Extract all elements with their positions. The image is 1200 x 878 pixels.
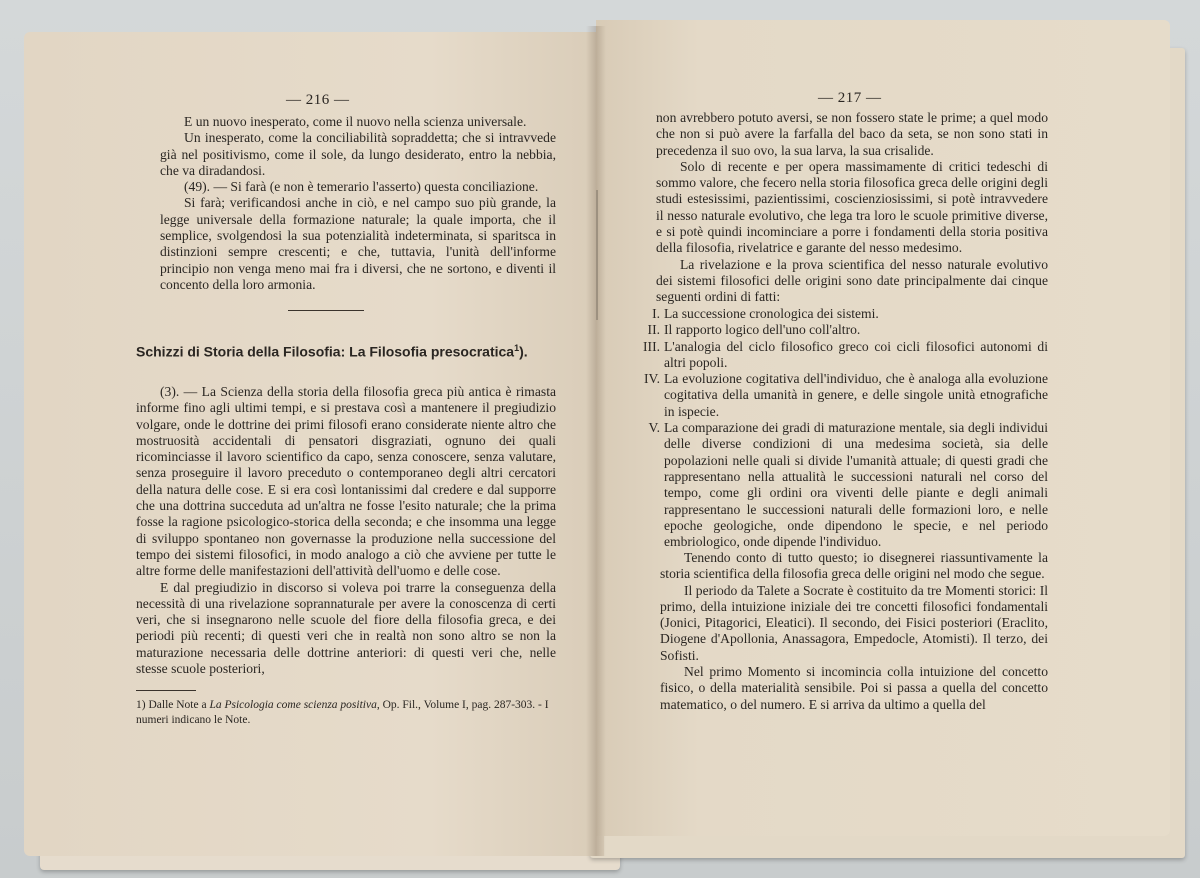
paragraph: Il periodo da Talete a Socrate è costituito da tre Momenti storici: Il primo, della intuizione iniziale dei tre concetti filosofici fondamentali (Jonici, Pitagorici, Eleatici). Il secondo, dei Fisici posteriori (Eraclito, Diogene d'Apollonia, Anassagora, Empedocle, Atomisti). Il terzo, dei Sofisti. <box>660 582 1048 663</box>
footnote-ref: 1 <box>514 343 520 353</box>
list-number: V. <box>648 420 660 436</box>
list-number: II. <box>647 322 660 338</box>
facts-list <box>640 306 1048 550</box>
paragraph: Un inesperato, come la conciliabilità sopraddetta; che si intravvede già nel positivismo, come il sole, da lungo desiderato, entro la nebbia, che va diradandosi. <box>160 130 556 178</box>
list-number: IV. <box>644 371 660 387</box>
section-heading-end: ). <box>519 343 528 360</box>
paragraph: E un nuovo inesperato, come il nuovo nella scienza universale. <box>184 114 527 129</box>
list-number: III. <box>643 338 660 354</box>
paragraph: non avrebbero potuto aversi, se non fossero state le prime; a quel modo che non si può avere la farfalla del baco da seta, se non sono stati in precedenza il suo ovo, la sua larva, la sua crisalide. <box>656 110 1048 158</box>
section-heading <box>136 340 576 360</box>
list-text: Il rapporto logico dell'uno coll'altro. <box>664 322 861 338</box>
right-page <box>596 20 1170 836</box>
section-divider <box>288 310 364 311</box>
book-gutter <box>586 26 606 856</box>
paragraph: Si farà; verificandosi anche in ciò, e nel campo suo più grande, la legge universale della formazione naturale; la quale importa, che il semplice, svolgendosi la sua potenzialità indeterminata, si sparitsca in distinzioni sempre crescenti; e che, tuttavia, l'unità dell'informe principio non venga meno mai fra i diversi, che ne sortono, e diventi il concento della loro armonia. <box>160 195 556 292</box>
footnote-text: Dalle Note a <box>148 699 207 711</box>
paragraph: (3). — La Scienza della storia della filosofia greca più antica è rimasta informe fino agli ultimi tempi, e si prestava così a mantenere il pregiudizio volgare, onde le dottrine dei primi filosofi erano considerate niente altro che mostruosità accidentali di pensatori disgraziati, ognuno dei quali ricominciasse il lavoro scientifico da capo, senza conoscere, senza valutare, senza proseguire il lavoro preceduto o contemporaneo degli altri cercatori della natura delle cose. E si era così lontanissimi dal credere e dal supporre che una dottrina succeduta ad un'altra ne fosse l'esito naturale; che la prima fosse la ragione psicologico-storica della seconda; e che insomma una legge di sviluppo spontaneo non governasse la produzione nella successione del tempo dei sistemi filosofici, in modo analogo a ciò che avviene per tutte le altre forme delle manifestazioni dell'attività dell'uomo e delle cose. <box>136 384 556 579</box>
left-intro-text <box>160 114 556 293</box>
paragraph: Nel primo Momento si incomincia colla intuizione del concetto fisico, o della materialità sensibile. Poi si passa a quella del concetto matematico, o del numero. E si arriva da ultimo a quella del <box>660 664 1048 712</box>
list-item <box>640 339 1048 372</box>
list-text: La evoluzione cogitativa dell'individuo, che è analoga alla evoluzione cogitativa della umanità in genere, e delle singole unità etnografiche in ispecie. <box>664 371 1048 419</box>
page-number-217: — 217 — <box>818 90 882 106</box>
right-top-text <box>656 110 1048 306</box>
binding-stitch <box>596 190 598 320</box>
footnote-title: La Psicologia come scienza positiva <box>209 699 377 711</box>
left-page <box>24 32 604 856</box>
right-bottom-text <box>660 550 1048 713</box>
list-number: I. <box>652 306 660 321</box>
paragraph: La rivelazione e la prova scientifica del nesso naturale evolutivo dei sistemi filosofici delle origini sono date principalmente dai cinque seguenti ordini di fatti: <box>656 256 1048 305</box>
list-text: La successione cronologica dei sistemi. <box>664 306 879 321</box>
list-text: La comparazione dei gradi di maturazione mentale, sia degli individui delle diverse condizioni di una medesima società, sia delle popolazioni nelle quali si divide l'umanità attuale; di questi gradi che rappresentano nella attualità le successioni naturali nel corso del tempo, come gli ordini ora viventi delle piante e degli animali rappresentano le successioni naturali delle formazioni loro, e nelle epoche geologiche, onde dipendono le specie, e nel periodo embriologico, onde dipende l'individuo. <box>664 420 1048 550</box>
footnote-divider <box>136 690 196 691</box>
paragraph: Solo di recente e per opera massimamente di critici tedeschi di sommo valore, che fecero nella storia filosofica greca delle origini degli studi estesissimi, pazientissimi, coscienziosissimi, si potè intravvedere il nesso naturale evolutivo, che lega tra loro le scuole primitive diverse, e si potè quindi incominciare a porre i fondamenti della storia positiva della filosofia, rivelatrice e garante del nesso medesimo. <box>656 158 1048 256</box>
section-heading-text: Schizzi di Storia della Filosofia: La Filosofia presocratica <box>136 343 515 360</box>
list-item <box>640 322 1048 338</box>
paragraph: E dal pregiudizio in discorso si voleva poi trarre la conseguenza della necessità di una rivelazione soprannaturale per avere la conoscenza di certi veri, che si insegnarono nelle scuole del fiore della filosofia greca, e dei periodi più recenti; di questi veri che in realtà non sono altro se non la maturazione necessaria delle dottrine anteriori: di questi veri che, nelle stesse scuole posteriori, <box>136 579 556 677</box>
paragraph: Tenendo conto di tutto questo; io disegnerei riassuntivamente la storia scientifica della filosofia greca delle origini nel modo che segue. <box>660 550 1048 582</box>
footnote-text: , Op. Fil., Volume I, pag. 287-303. - I numeri indicano le Note. <box>136 699 549 726</box>
section-body <box>136 384 556 677</box>
footnote-marker: 1) <box>136 699 146 711</box>
paragraph: (49). — Si farà (e non è temerario l'asserto) questa conciliazione. <box>184 179 539 195</box>
list-item <box>640 306 1048 322</box>
list-text: L'analogia del ciclo filosofico greco coi cicli filosofici autonomi di altri popoli. <box>664 338 1048 370</box>
list-item <box>640 420 1048 550</box>
list-item <box>640 371 1048 420</box>
footnote <box>136 698 556 728</box>
page-number-216: — 216 — <box>286 92 350 108</box>
